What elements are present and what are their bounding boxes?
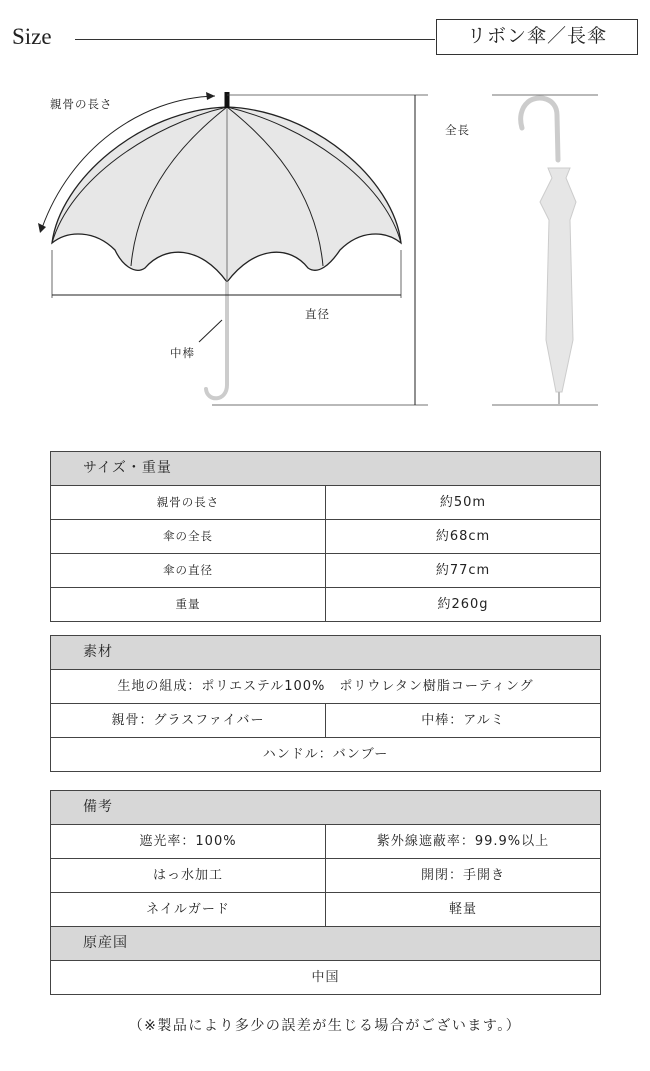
shading-rate: 遮光率：100% — [139, 834, 237, 849]
size-title: Size — [12, 24, 52, 49]
table-row — [51, 704, 600, 738]
table-row — [51, 738, 600, 772]
table-row — [51, 486, 600, 520]
umbrella-illustration — [0, 80, 650, 420]
diameter-label: 直径 — [305, 307, 330, 321]
footnote: （※製品により多少の誤差が生じる場合がございます。） — [128, 1018, 522, 1034]
open-umbrella-icon — [52, 92, 401, 398]
row-value: 約68cm — [325, 520, 600, 553]
table-header — [51, 452, 600, 486]
table-row — [51, 859, 600, 893]
size-weight-heading: サイズ・重量 — [83, 460, 172, 476]
size-weight-table — [50, 451, 601, 622]
row-value: 約50m — [325, 486, 600, 519]
table-row — [51, 520, 600, 554]
row-value: 約77cm — [325, 554, 600, 587]
material-table — [50, 635, 601, 772]
rib-length-label: 親骨の長さ — [50, 97, 113, 111]
lightweight: 軽量 — [325, 893, 600, 926]
row-label: 傘の直径 — [163, 563, 213, 577]
shaft-label: 中棒 — [170, 346, 195, 360]
table-row — [51, 670, 600, 704]
row-value: 約260g — [325, 588, 600, 621]
origin-heading: 原産国 — [83, 935, 128, 951]
row-label: 傘の全長 — [163, 529, 213, 543]
table-header — [51, 927, 600, 961]
umbrella-diagram — [0, 80, 650, 420]
table-header — [51, 636, 600, 670]
table-row — [51, 893, 600, 927]
table-row — [51, 961, 600, 995]
remarks-table — [50, 790, 601, 995]
handle-material: ハンドル：バンブー — [262, 747, 389, 762]
opening-method: 開閉：手開き — [325, 859, 600, 892]
uv-rate: 紫外線遮蔽率：99.9%以上 — [325, 825, 600, 858]
total-length-label: 全長 — [445, 123, 470, 137]
table-row — [51, 825, 600, 859]
rib-material: 親骨：グラスファイバー — [111, 713, 265, 728]
table-row — [51, 588, 600, 622]
umbrella-type-label: リボン傘／長傘 — [436, 19, 638, 55]
fabric-composition: 生地の組成：ポリエステル100% ポリウレタン樹脂コーティング — [117, 679, 534, 694]
origin-value: 中国 — [311, 970, 340, 985]
closed-umbrella-icon — [492, 95, 598, 405]
nail-guard: ネイルガード — [146, 902, 230, 917]
table-row — [51, 554, 600, 588]
table-header — [51, 791, 600, 825]
shaft-material: 中棒：アルミ — [325, 704, 600, 737]
remarks-heading: 備考 — [83, 799, 113, 815]
row-label: 親骨の長さ — [156, 495, 220, 509]
row-label: 重量 — [175, 597, 201, 611]
material-heading: 素材 — [83, 644, 113, 660]
water-repellent: はっ水加工 — [152, 868, 223, 883]
header-rule — [75, 39, 435, 40]
